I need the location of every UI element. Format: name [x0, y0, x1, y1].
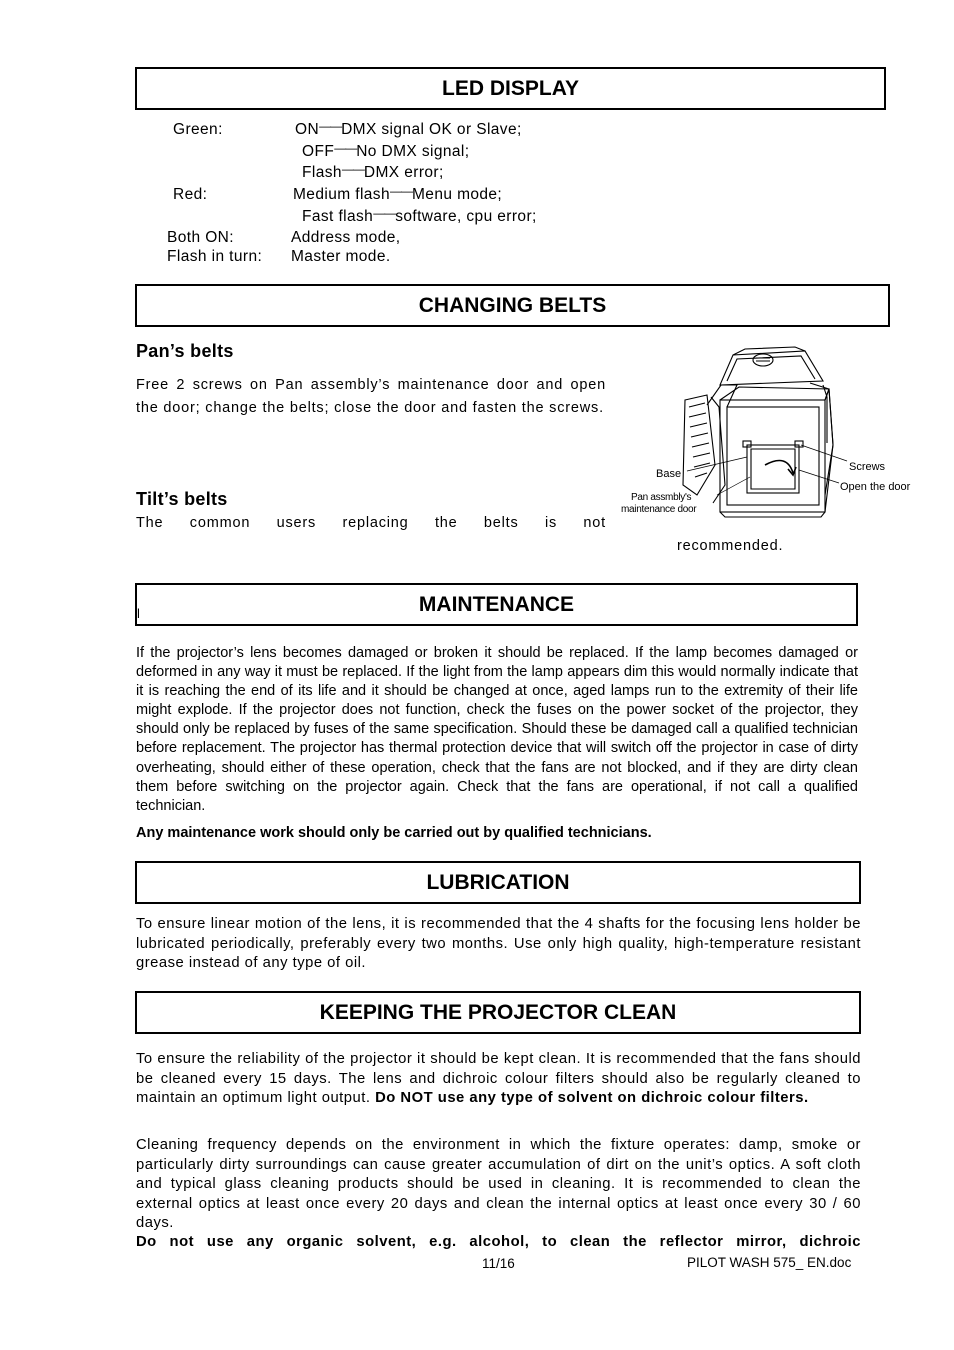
lubrication-paragraph: To ensure linear motion of the lens, it is recommended that the 4 shafts for the focusing lens holder be lubricated periodically, preferably every two months. Use only high quality, high-temperature resistant grease instead of any type of oil. — [136, 916, 861, 971]
dash: —— — [389, 184, 412, 198]
figure-label-screws: Screws — [849, 461, 886, 473]
dash: —— — [373, 206, 396, 220]
figure-label-base: Base — [656, 468, 682, 480]
dash: —— — [334, 141, 357, 155]
tilt-belts-text-continued: recommended. — [677, 538, 784, 554]
maintenance-marker: l — [137, 606, 140, 621]
red-medium-state: Medium flash — [293, 186, 390, 203]
both-desc: Address mode, — [291, 229, 401, 246]
green-flash-state: Flash — [302, 164, 342, 181]
flash-turn-desc: Master mode. — [291, 248, 391, 265]
cleaning-title: KEEPING THE PROJECTOR CLEAN — [319, 1001, 677, 1024]
cleaning-warning: Do not use any organic solvent, e.g. alcohol, to clean the reflector mirror, dichroic — [136, 1234, 861, 1250]
cleaning-paragraph-2: Cleaning frequency depends on the environment in which the fixture operates: damp, smoke or particularly dirty surroundings can cause greater accumulation of dirt on the unit’s optics. A soft cloth and typical glass cleaning products should be used in cleaning. It is recommended to clean the external optics at least once every 20 days and clean the internal optics at least once every 30 / 60 days. — [136, 1137, 861, 1231]
green-off-state: OFF — [302, 143, 335, 160]
lubrication-heading — [135, 861, 861, 904]
dash: —— — [341, 162, 364, 176]
maintenance-title: MAINTENANCE — [418, 593, 575, 616]
document-name: PILOT WASH 575_ EN.doc — [687, 1255, 852, 1270]
cleaning-heading — [135, 991, 861, 1034]
figure-label-open: Open the door — [840, 481, 911, 493]
pan-belts-text: Free 2 screws on Pan assembly’s maintenance door and open the door; change the belts; close the door and fasten the screws. — [136, 377, 606, 416]
lubrication-title: LUBRICATION — [426, 871, 570, 894]
green-flash-desc: DMX error; — [363, 164, 444, 181]
led-display-title: LED DISPLAY — [442, 77, 579, 100]
cleaning-paragraph-1 — [136, 1050, 861, 1109]
pan-belts-heading: Pan’s belts — [136, 341, 234, 361]
tilt-belts-text: The common users replacing the belts is not — [136, 515, 606, 531]
changing-belts-title: CHANGING BELTS — [418, 294, 607, 317]
green-label: Green: — [173, 121, 223, 138]
green-on-row — [295, 121, 522, 139]
tilt-belts-heading: Tilt’s belts — [136, 489, 228, 509]
page-number: 11/16 — [482, 1256, 515, 1271]
figure-label-door-2: maintenance door — [621, 504, 697, 515]
cleaning-paragraph-1-text: To ensure the reliability of the projector it should be kept clean. It is recommended that the fans should be cleaned every 15 days. The lens and dichroic colour filters should also be regularly cleaned to maintain an optimum light output. — [136, 1051, 861, 1106]
green-on-desc: DMX signal OK or Slave; — [341, 121, 522, 138]
both-label: Both ON: — [167, 229, 234, 246]
maintenance-heading — [135, 583, 858, 626]
red-fast-desc: software, cpu error; — [395, 208, 537, 225]
maintenance-paragraph: If the projector’s lens becomes damaged or broken it should be replaced. If the lamp becomes damaged or deformed in any way it must be replaced. If the light from the lamp appears dim this would normally indicate that it is reaching the end of its life and it should be changed at once, aged lamps run to the extremity of their life might explode. If the projector does not function, check the fuses on the power socket of the projector, they should only be replaced by fuses of the same specification. Should these be damaged call a qualified technician before replacement. The projector has thermal protection device that will switch off the projector in case of dirty overheating, should either of these operation, check that the fans are not blocked, and if they are dirty clean them before switching on the projector again. Check that the fans are operational, if not call a qualified technician. — [136, 645, 858, 814]
dash: —— — [319, 119, 342, 133]
green-on-state: ON — [295, 121, 320, 138]
red-label: Red: — [173, 186, 208, 203]
figure-label-door-1: Pan assmbly's — [631, 492, 692, 503]
changing-belts-heading — [135, 284, 890, 327]
cleaning-paragraph-1-warning: Do NOT use any type of solvent on dichroic colour filters. — [375, 1090, 809, 1106]
green-flash-row — [302, 164, 444, 182]
flash-turn-label: Flash in turn: — [167, 248, 263, 265]
led-display-heading — [135, 67, 886, 110]
red-fast-state: Fast flash — [302, 208, 374, 225]
red-fast-row — [302, 208, 537, 226]
green-off-row — [302, 143, 469, 161]
green-off-desc: No DMX signal; — [356, 143, 470, 160]
pan-door-figure — [615, 345, 925, 525]
red-medium-desc: Menu mode; — [411, 186, 503, 203]
red-medium-row — [293, 186, 502, 204]
maintenance-warning: Any maintenance work should only be carried out by qualified technicians. — [136, 825, 652, 841]
